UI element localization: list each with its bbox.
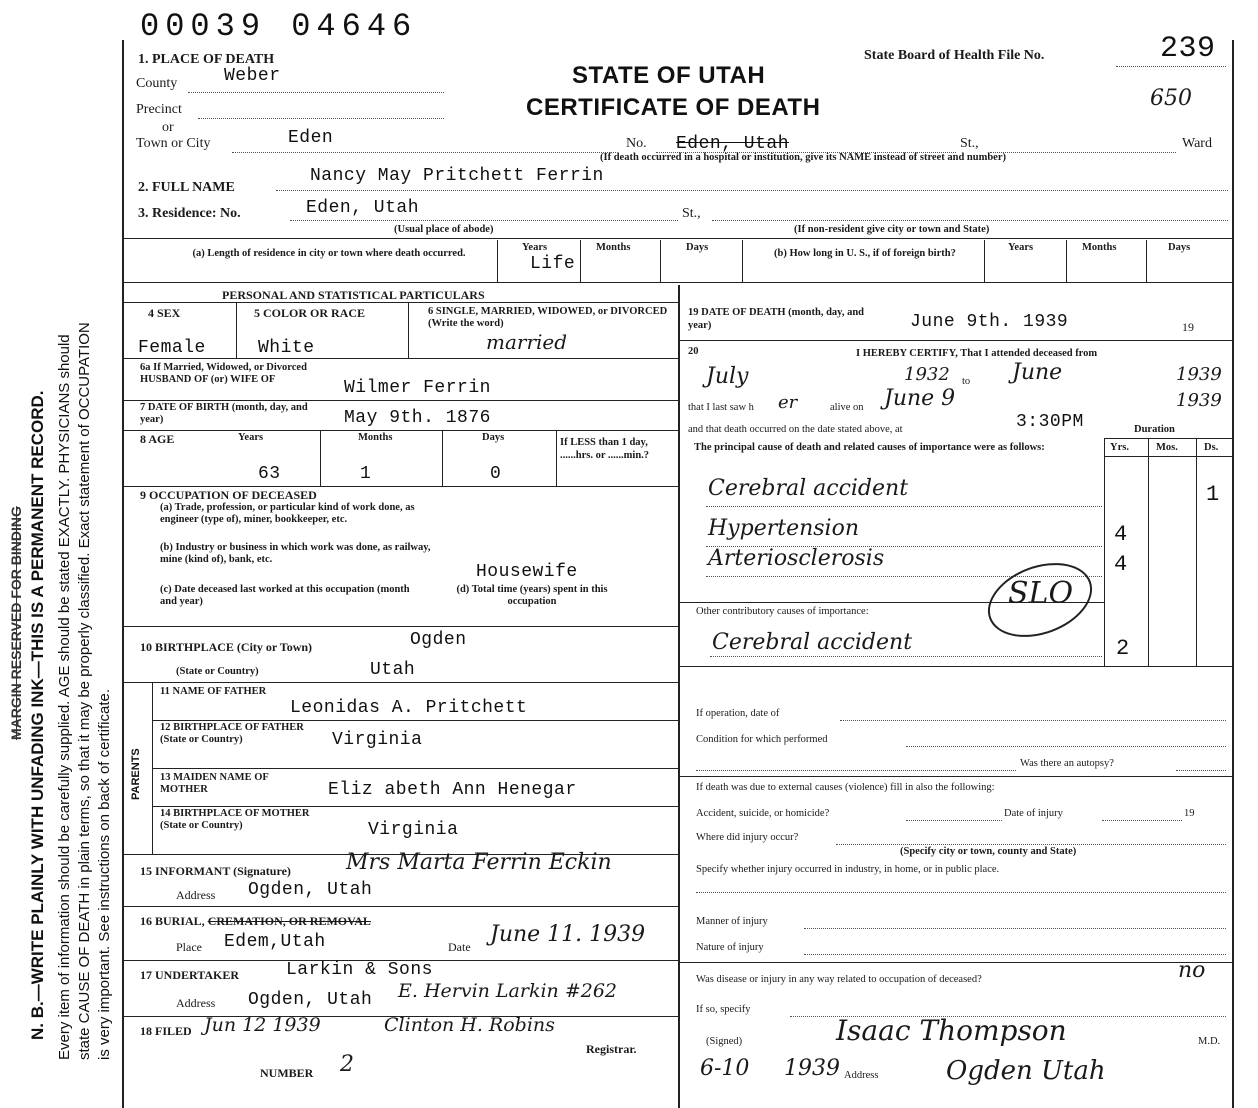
state-title: STATE OF UTAH <box>572 62 766 89</box>
injury-date-label: Date of injury <box>1004 808 1063 819</box>
age-years-label: Years <box>238 432 264 443</box>
condition-label: Condition for which performed <box>696 734 828 745</box>
registered-number: 2 <box>340 1052 354 1077</box>
occupation-a-label: (a) Trade, profession, or particular kind of work done, as engineer (type of), miner, bookkeeper, etc. <box>160 502 415 525</box>
cause-line <box>706 506 1102 507</box>
frame-middle <box>678 285 680 1108</box>
autopsy-label: Was there an autopsy? <box>1020 758 1114 769</box>
birthplace-label: 10 BIRTHPLACE (City or Town) <box>140 640 313 654</box>
certify-text: I HEREBY CERTIFY, That I attended deceased from <box>856 348 1098 359</box>
last-saw-date: June 9 <box>884 386 956 411</box>
dod-year-suffix: 19 <box>1182 320 1194 334</box>
sex-value: Female <box>138 338 206 358</box>
less-than-day-label: If LESS than 1 day, ......hrs. or ......min.? <box>560 437 650 461</box>
md-label: M.D. <box>1198 1036 1221 1047</box>
ds-label: Ds. <box>1204 442 1219 453</box>
injury-specify-label: Specify whether injury occurred in industry, in home, or in public place. <box>696 864 1000 875</box>
other-causes-label: Other contributory causes of importance: <box>696 606 869 617</box>
cause-text: Arteriosclerosis <box>708 546 885 571</box>
mother-birthplace-label: 14 BIRTHPLACE OF MOTHER (State or Country) <box>160 808 310 831</box>
if-so-label: If so, specify <box>696 1004 751 1015</box>
undertaker-address: Ogden, Utah <box>248 990 373 1010</box>
cause-mos: 4 <box>1114 522 1128 547</box>
father-birthplace-label: 12 BIRTHPLACE OF FATHER (State or Country) <box>160 722 304 745</box>
town-value: Eden <box>288 128 334 148</box>
residence-value: Eden, Utah <box>306 198 420 218</box>
color-value: White <box>258 338 315 358</box>
margin-instruction-3: is very important. See instructions on back of certificate. <box>96 689 113 1060</box>
personal-header: PERSONAL AND STATISTICAL PARTICULARS <box>222 288 485 302</box>
marital-label: 6 SINGLE, MARRIED, WIDOWED, or DIVORCED (Write the word) <box>428 306 668 329</box>
signed-label: (Signed) <box>706 1036 743 1047</box>
circled-code-text: SLO <box>1008 576 1074 611</box>
length-residence-label: (a) Length of residence in city or town where death occurred. <box>192 248 466 259</box>
last-saw-label: that I last saw h <box>688 402 754 413</box>
injury-where-label: Where did injury occur? <box>696 832 799 843</box>
burial-place-label: Place <box>176 940 202 954</box>
manner-label: Manner of injury <box>696 916 768 927</box>
other-cause-mos: 2 <box>1116 636 1130 661</box>
father-label: 11 NAME OF FATHER <box>160 686 267 697</box>
father-birthplace-value: Virginia <box>332 730 423 750</box>
residence-label: 3. Residence: No. <box>138 206 241 221</box>
hospital-note: (If death occurred in a hospital or institution, give its NAME instead of street and number) <box>600 152 1007 163</box>
alive-on-label: alive on <box>830 402 864 413</box>
registrar-label: Registrar. <box>586 1042 637 1056</box>
birthplace-city: Ogden <box>410 630 467 650</box>
signed-date: 6-10 <box>700 1056 750 1081</box>
attended-to-year: 1939 <box>1176 364 1222 385</box>
undertaker-value: Larkin & Sons <box>286 960 433 980</box>
cause-text: Hypertension <box>708 516 860 541</box>
informant-address: Ogden, Utah <box>248 880 373 900</box>
serial-number: 00039 04646 <box>140 8 418 45</box>
frame-right <box>1232 40 1234 1108</box>
age-days-value: 0 <box>490 464 502 484</box>
attended-to-label: to <box>962 376 971 387</box>
margin-instruction-1: Every item of information should be carefully supplied. AGE should be stated EXACTLY. PHYSICIANS should <box>56 334 73 1060</box>
cremation-words: CREMATION, OR REMOVAL <box>207 914 371 928</box>
marital-value: married <box>486 330 568 354</box>
dob-label: 7 DATE OF BIRTH (month, day, and year) <box>140 402 308 425</box>
occupation-label: 9 OCCUPATION OF DECEASED <box>140 488 317 502</box>
no-label: No. <box>626 136 647 151</box>
occupation-related-value: no <box>1178 958 1206 983</box>
occupation-related-label: Was disease or injury in any way related to occupation of deceased? <box>696 974 982 985</box>
certify-number: 20 <box>688 346 699 357</box>
operation-label: If operation, date of <box>696 708 780 719</box>
dob-value: May 9th. 1876 <box>344 408 491 428</box>
physician-address: Ogden Utah <box>946 1056 1106 1086</box>
yrs-label: Yrs. <box>1110 442 1129 453</box>
frame-left <box>122 40 124 1108</box>
parents-side-label: PARENTS <box>130 748 142 800</box>
margin-reserved-note: MARGIN RESERVED FOR BINDING <box>8 506 24 740</box>
death-time: 3:30PM <box>1016 412 1084 432</box>
attended-from-year: 1932 <box>904 364 950 385</box>
other-cause: Cerebral accident <box>712 630 913 655</box>
burial-date-label: Date <box>448 940 471 954</box>
occupation-b-label: (b) Industry or business in which work was done, as railway, mine (kind of), bank, etc. <box>160 542 431 565</box>
birthplace-state-label: (State or Country) <box>176 666 259 677</box>
occurred-label: and that death occurred on the date stated above, at <box>688 424 903 435</box>
color-label: 5 COLOR OR RACE <box>254 306 366 320</box>
full-name-label: 2. FULL NAME <box>138 180 235 195</box>
burial-place: Edem,Utah <box>224 932 326 952</box>
burial-label <box>140 914 371 929</box>
injury-year-suffix: 19 <box>1184 808 1195 819</box>
informant-signature: Mrs Marta Ferrin Eckin <box>346 850 612 875</box>
us-days-label: Days <box>1168 242 1191 253</box>
injury-where-note: (Specify city or town, county and State) <box>900 846 1077 857</box>
handwritten-file-number: 650 <box>1150 86 1192 111</box>
cause-mos: 4 <box>1114 552 1128 577</box>
burial-word: 16 BURIAL, <box>140 914 205 928</box>
accident-label: Accident, suicide, or homicide? <box>696 808 830 819</box>
non-resident-note: (If non-resident give city or town and State) <box>794 224 990 235</box>
nature-label: Nature of injury <box>696 942 764 953</box>
occupation-d-label: (d) Total time (years) spent in this occupation <box>456 584 608 607</box>
or-label: or <box>162 120 174 135</box>
registered-number-label: NUMBER <box>260 1066 314 1080</box>
filed-label: 18 FILED <box>140 1024 192 1038</box>
place-of-death-label: 1. PLACE OF DEATH <box>138 52 275 67</box>
mos-label: Mos. <box>1156 442 1178 453</box>
age-years-value: 63 <box>258 464 281 484</box>
res-months-label: Months <box>596 242 631 253</box>
undertaker-address-label: Address <box>176 996 216 1010</box>
undertaker-label: 17 UNDERTAKER <box>140 968 240 982</box>
signed-year: 1939 <box>784 1056 840 1081</box>
last-saw-year: 1939 <box>1176 390 1222 411</box>
last-saw-pronoun: er <box>778 392 798 413</box>
margin-nb-note: N. B.—WRITE PLAINLY WITH UNFADING INK—THIS IS A PERMANENT RECORD. <box>28 390 47 1040</box>
certificate-title: CERTIFICATE OF DEATH <box>526 94 821 121</box>
mother-label: 13 MAIDEN NAME OF MOTHER <box>160 772 269 795</box>
physician-signature: Isaac Thompson <box>836 1014 1067 1047</box>
dod-label: 19 DATE OF DEATH (month, day, and year) <box>688 307 865 331</box>
ward-label: Ward <box>1182 136 1212 151</box>
no-value: Eden, Utah <box>676 134 790 154</box>
county-label: County <box>136 76 178 91</box>
informant-address-label: Address <box>176 888 216 902</box>
cause-label: The principal cause of death and related causes of importance were as follows: <box>694 442 1045 453</box>
duration-label: Duration <box>1134 424 1175 435</box>
mother-value: Eliz abeth Ann Henegar <box>328 780 577 800</box>
attended-from: July <box>706 364 749 389</box>
filed-date: Jun 12 1939 <box>204 1014 321 1036</box>
file-number-label: State Board of Health File No. <box>864 48 1045 63</box>
county-value: Weber <box>224 66 281 86</box>
dod-value: June 9th. 1939 <box>910 312 1069 332</box>
informant-label: 15 INFORMANT (Signature) <box>140 864 291 878</box>
town-label: Town or City <box>136 136 211 151</box>
full-name-value: Nancy May Pritchett Ferrin <box>310 166 604 186</box>
age-label: 8 AGE <box>140 432 175 446</box>
attended-to: June <box>1012 360 1063 385</box>
res-years-value: Life <box>530 254 576 274</box>
cause-text: Cerebral accident <box>708 476 909 501</box>
age-months-label: Months <box>358 432 393 443</box>
burial-date: June 11. 1939 <box>490 922 646 947</box>
father-value: Leonidas A. Pritchett <box>290 698 528 718</box>
spouse-value: Wilmer Ferrin <box>344 378 491 398</box>
precinct-label: Precinct <box>136 102 182 117</box>
undertaker-signature: E. Hervin Larkin #262 <box>398 980 618 1002</box>
file-number: 239 <box>1160 32 1216 66</box>
age-months-value: 1 <box>360 464 372 484</box>
occupation-value: Housewife <box>476 562 578 582</box>
res-years-label: Years <box>522 242 548 253</box>
occupation-c-label: (c) Date deceased last worked at this occupation (month and year) <box>160 584 410 607</box>
residence-street-label: St., <box>682 206 701 221</box>
usual-abode-note: (Usual place of abode) <box>394 224 494 235</box>
street-label: St., <box>960 136 979 151</box>
spouse-label: 6a If Married, Widowed, or Divorced HUSBAND OF (or) WIFE OF <box>140 362 307 385</box>
physician-address-label: Address <box>844 1070 879 1081</box>
res-days-label: Days <box>686 242 709 253</box>
margin-instruction-2: state CAUSE OF DEATH in plain terms, so that it may be properly classified. Exact statement of OCCUPATION <box>76 322 93 1060</box>
us-years-label: Years <box>1008 242 1034 253</box>
mother-birthplace-value: Virginia <box>368 820 459 840</box>
registrar-signature: Clinton H. Robins <box>384 1014 555 1036</box>
age-days-label: Days <box>482 432 505 443</box>
external-causes-label: If death was due to external causes (violence) fill in also the following: <box>696 782 995 793</box>
birthplace-state: Utah <box>370 660 416 680</box>
cause-ds: 1 <box>1206 482 1220 507</box>
sex-label: 4 SEX <box>148 306 181 320</box>
us-length-label: (b) How long in U. S., if of foreign birth? <box>774 248 956 259</box>
us-months-label: Months <box>1082 242 1117 253</box>
